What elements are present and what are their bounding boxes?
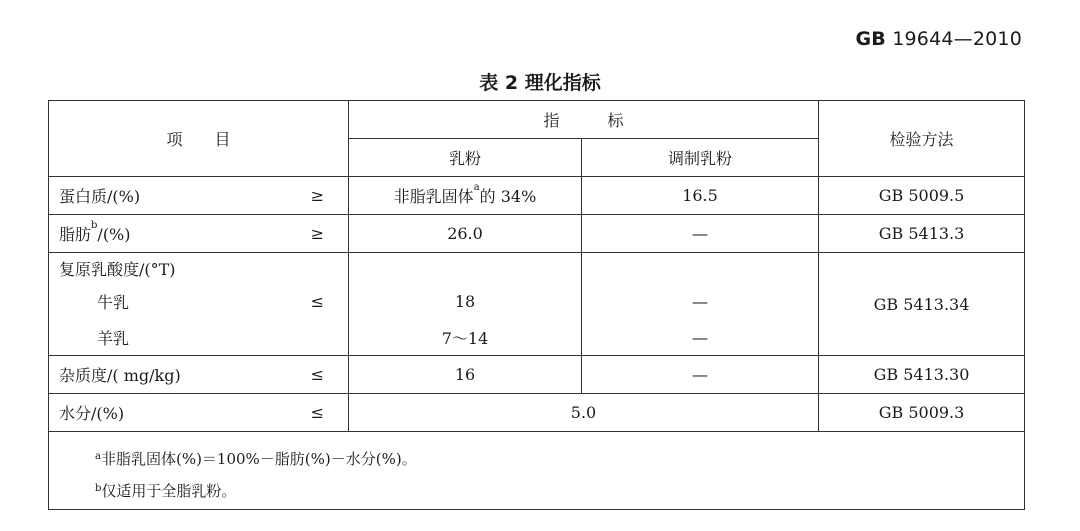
notes-row — [49, 432, 1025, 510]
row-item-cell — [49, 215, 349, 253]
value-text: 非脂乳固体 — [393, 187, 474, 206]
relation-symbol: ≥ — [310, 224, 324, 243]
row-item-label — [59, 222, 131, 245]
sub-item-label: 牛乳 — [97, 292, 130, 312]
relation-symbol: ≤ — [310, 403, 324, 422]
milk-powder-value — [349, 177, 582, 215]
footnote-marker: b — [95, 482, 102, 494]
header-item: 项 目 — [49, 101, 349, 177]
standard-number: 19644—2010 — [892, 28, 1022, 50]
method-value: GB 5413.30 — [819, 356, 1025, 394]
sub-row — [49, 283, 348, 319]
notes-cell — [49, 432, 1025, 510]
relation-symbol: ≥ — [310, 186, 324, 205]
header-indicator: 指 标 — [349, 101, 819, 139]
footnote-marker: a — [473, 182, 480, 193]
modified-value: — — [582, 356, 819, 394]
row-item-label: 复原乳酸度/(°T) — [59, 259, 176, 279]
table-row — [49, 356, 1025, 394]
footnote — [95, 442, 1024, 474]
sub-row — [49, 319, 348, 355]
item-text: /(%) — [97, 225, 131, 244]
footnote-text: 仅适用于全脂乳粉。 — [101, 481, 237, 500]
header-row — [49, 101, 1025, 139]
footnote — [95, 474, 1024, 506]
table-row — [49, 177, 1025, 215]
method-value: GB 5009.3 — [819, 394, 1025, 432]
method-value: GB 5009.5 — [819, 177, 1025, 215]
header-test-method: 检验方法 — [819, 101, 1025, 177]
milk-powder-value-stack — [349, 253, 582, 356]
standard-code — [855, 28, 1022, 50]
row-item-cell — [49, 253, 349, 356]
row-item-cell — [49, 394, 349, 432]
footnote-text: 非脂乳固体(%)＝100%－脂肪(%)－水分(%)。 — [100, 449, 417, 468]
table-title: 表 2 理化指标 — [479, 72, 601, 94]
sub-item-label: 羊乳 — [97, 328, 130, 348]
value-text: 的 34% — [479, 187, 537, 206]
modified-value: — — [692, 291, 708, 311]
table-row — [49, 394, 1025, 432]
modified-value-stack — [582, 253, 819, 356]
footnote-marker: a — [95, 450, 101, 462]
row-item-label: 蛋白质/(%) — [59, 187, 141, 206]
row-item-cell — [49, 177, 349, 215]
footnote-marker: b — [91, 220, 98, 231]
row-item-label: 杂质度/( mg/kg) — [59, 366, 181, 385]
merged-value: 5.0 — [349, 394, 819, 432]
item-text: 脂肪 — [59, 225, 92, 244]
row-item-label: 水分/(%) — [59, 404, 125, 423]
modified-value: — — [692, 327, 708, 347]
relation-symbol: ≤ — [310, 291, 324, 311]
milk-powder-value: 18 — [454, 291, 476, 311]
milk-powder-value: 16 — [349, 356, 582, 394]
table-row — [49, 215, 1025, 253]
header-modified-milk-powder: 调制乳粉 — [582, 139, 819, 177]
table-row — [49, 253, 1025, 356]
header-milk-powder: 乳粉 — [349, 139, 582, 177]
method-value: GB 5413.34 — [819, 253, 1025, 356]
milk-powder-value: 26.0 — [349, 215, 582, 253]
relation-symbol: ≤ — [310, 365, 324, 384]
physicochemical-table — [48, 100, 1025, 510]
milk-powder-value: 7～14 — [441, 328, 489, 348]
standard-prefix: GB — [855, 28, 886, 50]
row-item-cell — [49, 356, 349, 394]
modified-value: 16.5 — [582, 177, 819, 215]
modified-value: — — [582, 215, 819, 253]
method-value: GB 5413.3 — [819, 215, 1025, 253]
